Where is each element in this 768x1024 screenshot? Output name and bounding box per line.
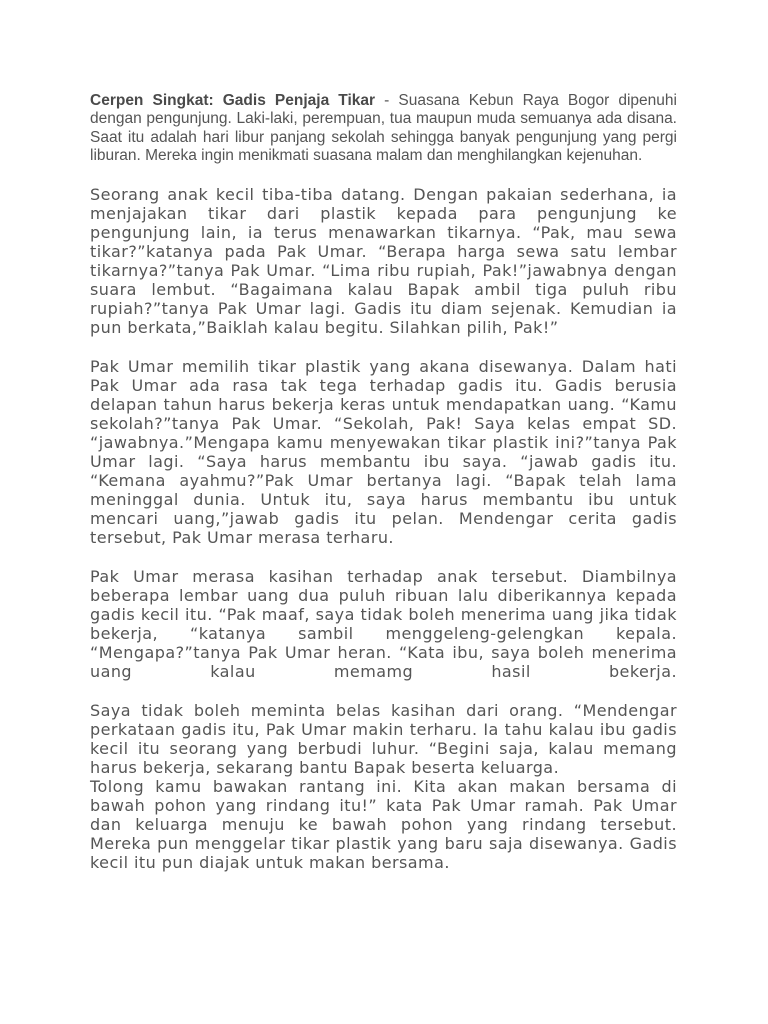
story-paragraph-4: Saya tidak boleh meminta belas kasihan dari orang. “Mendengar perkataan gadis itu, Pak Umar makin terharu. Ia tahu kalau ibu gadis kecil itu seorang yang berbudi luhur. “Begini saja, kalau memang harus bekerja, sekarang bantu Bapak beserta keluarga.	[90, 701, 677, 778]
story-paragraph-2: Pak Umar memilih tikar plastik yang akana disewanya. Dalam hati Pak Umar ada rasa tak tega terhadap gadis itu. Gadis berusia delapan tahun harus bekerja keras untuk mendapatkan uang. “Kamu sekolah?”tanya Pak Umar. “Sekolah, Pak! Saya kelas empat SD. “jawabnya.”Mengapa kamu menyewakan tikar plastik ini?”tanya Pak Umar lagi. “Saya harus membantu ibu saya. “jawab gadis itu. “Kemana ayahmu?”Pak Umar bertanya lagi. “Bapak telah lama meninggal dunia. Untuk itu, saya harus membantu ibu untuk mencari uang,”jawab gadis itu pelan. Mendengar cerita gadis tersebut, Pak Umar merasa terharu.	[90, 357, 677, 548]
intro-text: - Suasana Kebun Raya Bogor dipenuhi dengan pengunjung. Laki-laki, perempuan, tua maupun muda semuanya ada disana. Saat itu adalah hari libur panjang sekolah sehingga banyak pengunjung yang pergi liburan. Mereka ingin menikmati suasana malam dan menghilangkan kejenuhan.	[90, 92, 677, 164]
intro-paragraph	[90, 92, 677, 165]
document-page	[90, 92, 677, 872]
story-paragraph-5: Tolong kamu bawakan rantang ini. Kita akan makan bersama di bawah pohon yang rindang itu!” kata Pak Umar ramah. Pak Umar dan keluarga menuju ke bawah pohon yang rindang tersebut. Mereka pun menggelar tikar plastik yang baru saja disewanya. Gadis kecil itu pun diajak untuk makan bersama.	[90, 777, 677, 873]
story-title: Cerpen Singkat: Gadis Penjaja Tikar	[90, 92, 376, 109]
story-paragraph-1: Seorang anak kecil tiba-tiba datang. Dengan pakaian sederhana, ia menjajakan tikar dari plastik kepada para pengunjung ke pengunjung lain, ia terus menawarkan tikarnya. “Pak, mau sewa tikar?”katanya pada Pak Umar. “Berapa harga sewa satu lembar tikarnya?”tanya Pak Umar. “Lima ribu rupiah, Pak!”jawabnya dengan suara lembut. “Bagaimana kalau Bapak ambil tiga puluh ribu rupiah?”tanya Pak Umar lagi. Gadis itu diam sejenak. Kemudian ia pun berkata,”Baiklah kalau begitu. Silahkan pilih, Pak!”	[90, 185, 677, 338]
story-paragraph-3: Pak Umar merasa kasihan terhadap anak tersebut. Diambilnya beberapa lembar uang dua puluh ribuan lalu diberikannya kepada gadis kecil itu. “Pak maaf, saya tidak boleh menerima uang jika tidak bekerja, “katanya sambil menggeleng-gelengkan kepala. “Mengapa?”tanya Pak Umar heran. “Kata ibu, saya boleh menerima uang kalau memamg hasil bekerja.	[90, 567, 677, 682]
